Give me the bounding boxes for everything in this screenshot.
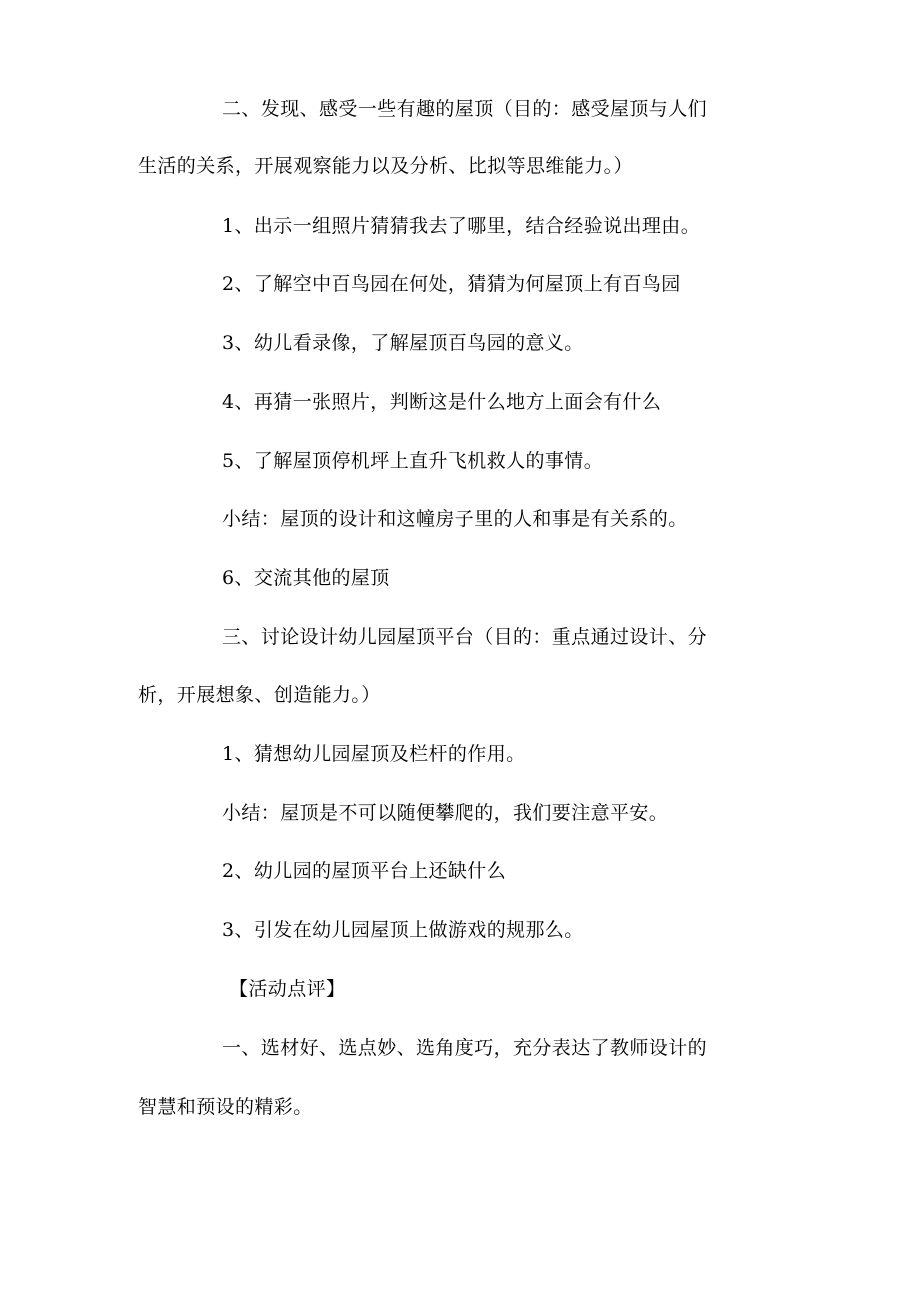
paragraph-section-three-heading: 三、讨论设计幼儿园屋顶平台（目的：重点通过设计、分 <box>222 626 708 648</box>
paragraph-section-two-heading: 二、发现、感受一些有趣的屋顶（目的：感受屋顶与人们 <box>222 98 708 120</box>
paragraph-item-3: 3、幼儿看录像，了解屋顶百鸟园的意义。 <box>222 332 584 354</box>
paragraph-section-three-item-2: 2、幼儿园的屋顶平台上还缺什么 <box>222 860 507 882</box>
paragraph-summary-1: 小结：屋顶的设计和这幢房子里的人和事是有关系的。 <box>222 508 688 530</box>
paragraph-item-4: 4、再猜一张照片，判断这是什么地方上面会有什么 <box>222 391 662 413</box>
paragraph-item-5: 5、了解屋顶停机坪上直升飞机救人的事情。 <box>222 450 604 472</box>
paragraph-item-6: 6、交流其他的屋顶 <box>222 567 390 589</box>
paragraph-item-2: 2、了解空中百鸟园在何处，猜猜为何屋顶上有百鸟园 <box>222 273 681 295</box>
paragraph-summary-2: 小结：屋顶是不可以随便攀爬的，我们要注意平安。 <box>222 802 669 824</box>
paragraph-review-point-1-continued: 智慧和预设的精彩。 <box>138 1096 313 1118</box>
paragraph-section-three-item-1: 1、猜想幼儿园屋顶及栏杆的作用。 <box>222 743 526 765</box>
paragraph-item-1: 1、出示一组照片猜猜我去了哪里，结合经验说出理由。 <box>222 215 701 237</box>
paragraph-section-three-heading-continued: 析，开展想象、创造能力。） <box>138 684 381 706</box>
paragraph-review-point-1: 一、选材好、选点妙、选角度巧，充分表达了教师设计的 <box>222 1037 708 1059</box>
paragraph-section-two-heading-continued: 生活的关系，开展观察能力以及分析、比拟等思维能力。） <box>138 155 633 177</box>
paragraph-section-three-item-3: 3、引发在幼儿园屋顶上做游戏的规那么。 <box>222 919 584 941</box>
activity-review-heading: 【活动点评】 <box>229 978 346 1000</box>
